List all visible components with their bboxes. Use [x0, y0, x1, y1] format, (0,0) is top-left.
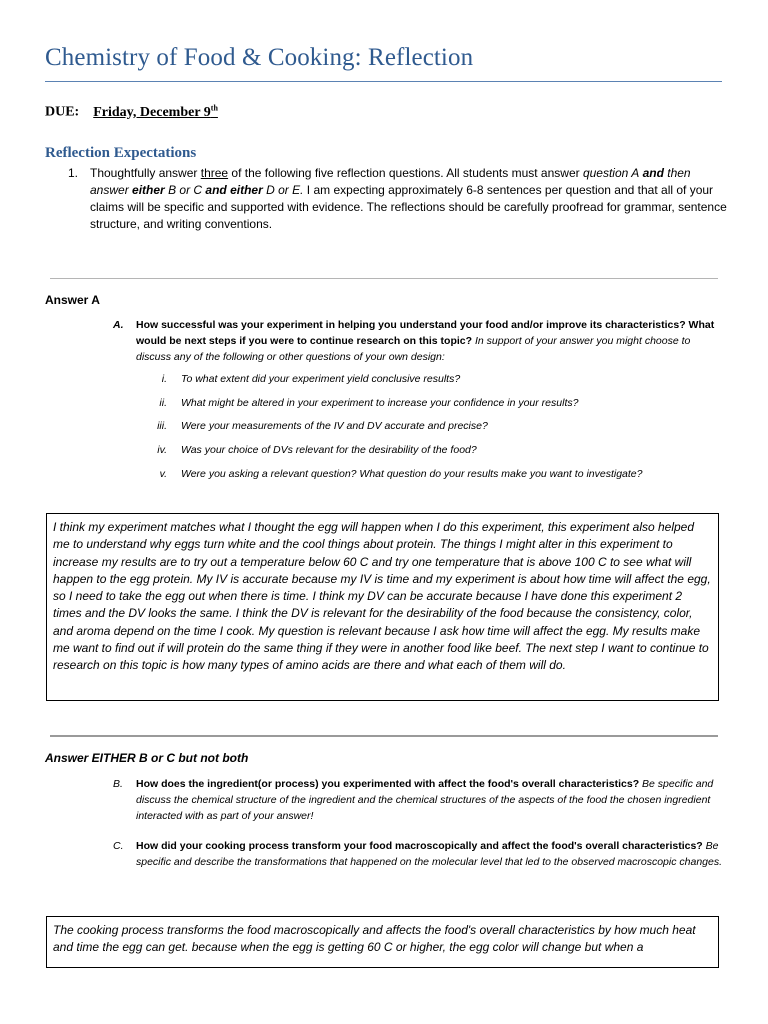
subquestion-item	[140, 444, 720, 460]
exp-text-d-or-e: D or E.	[266, 183, 304, 197]
subquestion-number: ii.	[159, 397, 167, 409]
due-label: DUE:	[45, 104, 80, 120]
exp-text-1: Thoughtfully answer	[90, 166, 201, 180]
exp-text-question-a: question A	[582, 166, 640, 180]
answer-bc-label: Answer EITHER B or C but not both	[45, 751, 249, 765]
question-b-body	[136, 776, 723, 824]
subquestion-item	[140, 373, 720, 389]
subquestion-item	[140, 397, 720, 413]
exp-text-3: of the following five reflection questions. All students must answer	[228, 166, 583, 180]
question-b-letter: B.	[113, 778, 123, 790]
question-a-italic: In support of your answer you might choose to discuss any of the following or other questions of your own design:	[136, 335, 691, 363]
subquestion-text: Were your measurements of the IV and DV accurate and precise?	[181, 420, 488, 432]
exp-text-either: either	[132, 183, 165, 197]
subquestion-number: v.	[159, 468, 167, 480]
subquestion-text: To what extent did your experiment yield conclusive results?	[181, 373, 461, 385]
question-a-body	[136, 317, 723, 365]
expectations-heading: Reflection Expectations	[45, 145, 197, 161]
due-date	[93, 105, 218, 120]
expectations-item	[68, 165, 728, 233]
title-divider	[45, 81, 722, 82]
question-c-letter: C.	[113, 840, 124, 852]
question-c-bold: How did your cooking process transform your food macroscopically and affect the food's overall characteristics?	[136, 840, 703, 852]
subquestion-text: Were you asking a relevant question? What question do your results make you want to investigate?	[181, 468, 643, 480]
question-b-italic: Be specific and discuss the chemical structure of the ingredient and the chemical structures of the aspects of the food the chosen ingredient interacted with as part of your answer!	[136, 778, 714, 822]
exp-text-rest: I am expecting approximately 6-8 sentences per question and that all of your claims will be specific and supported with evidence. The reflections should be carefully proofread for grammar, sentence structure, and writing conventions.	[90, 183, 727, 231]
expectations-number: 1.	[68, 166, 79, 180]
subquestion-item	[140, 468, 720, 484]
subquestion-number: iv.	[157, 444, 167, 456]
exp-text-and-either: and either	[205, 183, 263, 197]
question-c-body	[136, 838, 723, 870]
subquestion-number: iii.	[157, 420, 167, 432]
subquestion-item	[140, 420, 720, 436]
due-date-text: Friday, December 9	[93, 104, 211, 120]
exp-text-b-or-c: B or C	[168, 183, 203, 197]
exp-text-three: three	[200, 166, 229, 180]
due-date-suffix: th	[210, 103, 218, 112]
question-c	[113, 838, 723, 870]
subquestion-number: i.	[161, 373, 167, 385]
expectations-text	[90, 165, 728, 233]
subquestion-text: What might be altered in your experiment to increase your confidence in your results?	[181, 397, 579, 409]
section-divider	[50, 278, 718, 279]
section-divider	[50, 735, 718, 737]
subquestion-text: Was your choice of DVs relevant for the desirability of the food?	[181, 444, 477, 456]
answer-a-label: Answer A	[45, 293, 100, 307]
due-line	[45, 103, 218, 121]
question-b-bold: How does the ingredient(or process) you experimented with affect the food's overall characteristics?	[136, 778, 640, 790]
exp-text-and: and	[642, 166, 664, 180]
question-a-letter: A.	[113, 319, 124, 331]
answer-a-response-box[interactable]: I think my experiment matches what I thought the egg will happen when I do this experiment, this experiment also helped me to understand why eggs turn white and the cool things about protein. The things I might alter in this experiment to increase my results are to try out a temperature below 60 C and try one temperature that is above 100 C to see what will happen to the egg protein. My IV is accurate because my IV is time and my experiment is about how time will affect the egg, so I need to take the egg out when there is time. I think my DV can be accurate because I have done this experiment 2 times and the DV looks the same. I think the DV is relevant for the desirability of the food because the consistency, color, and aroma depend on the time I cook. My question is relevant because I ask how time will affect the egg. My results make me want to find out if will protein do the same thing if they were in another food like beef. The next step I want to continue to research on this topic is how many types of amino acids are there and what each of them will do.	[46, 513, 719, 701]
page-title: Chemistry of Food & Cooking: Reflection	[45, 44, 474, 71]
exp-text-then: then answer	[90, 166, 691, 197]
question-b	[113, 776, 723, 824]
answer-bc-response-box[interactable]: The cooking process transforms the food macroscopically and affects the food's overall characteristics by how much heat and time the egg can get. because when the egg is getting 60 C or higher, the egg color will change but when a	[46, 916, 719, 968]
question-a-bold: How successful was your experiment in helping you understand your food and/or improve its characteristics? What would be next steps if you were to continue research on this topic?	[136, 319, 715, 347]
question-c-italic: Be specific and describe the transformations that happened on the molecular level that led to the observed macroscopic changes.	[136, 840, 723, 868]
question-a	[113, 317, 723, 365]
